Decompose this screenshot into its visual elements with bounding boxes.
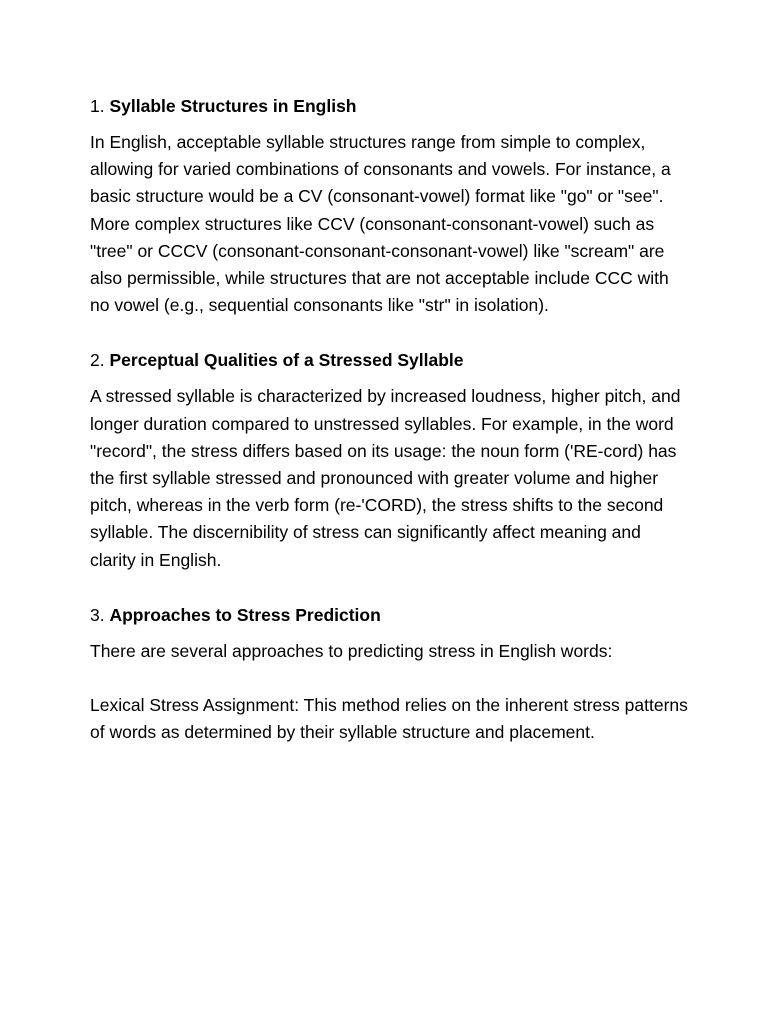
section-number: 2. xyxy=(90,350,105,371)
section-title: Approaches to Stress Prediction xyxy=(109,604,381,625)
paragraph: Lexical Stress Assignment: This method relies on the inherent stress patterns of words as determined by their syllable structure and placement. xyxy=(90,695,688,743)
paragraph: In English, acceptable syllable structures range from simple to complex, allowing for varied combinations of consonants and vowels. For instance, a basic structure would be a CV (consonant-vowel) format like "go" or "see". More complex structures like CCV (consonant-consonant-vowel) such as "tree" or CCCV (consonant-consonant-consonant-vowel) like "scream" are also permissible, while structures that are not acceptable include CCC with no vowel (e.g., sequential consonants like "str" in isolation). xyxy=(90,132,671,316)
section-stress-prediction xyxy=(90,602,690,747)
section-title: Perceptual Qualities of a Stressed Syllable xyxy=(109,350,464,371)
section-heading xyxy=(90,602,690,629)
section-number: 1. xyxy=(90,96,105,116)
section-heading xyxy=(90,93,690,120)
section-number: 3. xyxy=(90,604,105,625)
paragraph: A stressed syllable is characterized by increased loudness, higher pitch, and longer duration compared to unstressed syllables. For example, in the word "record", the stress differs based on its usage: the noun form ('RE-cord) has the first syllable stressed and pronounced with greater volume and higher pitch, whereas in the verb form (re-'CORD), the stress shifts to the second syllable. The discernibility of stress can significantly affect meaning and clarity in English. xyxy=(90,386,681,570)
section-syllable-structures xyxy=(90,93,690,319)
section-title: Syllable Structures in English xyxy=(109,96,357,116)
paragraph: There are several approaches to predicting stress in English words: xyxy=(90,640,613,661)
document-page xyxy=(90,93,690,746)
section-stressed-syllable xyxy=(90,347,690,573)
section-heading xyxy=(90,347,690,374)
